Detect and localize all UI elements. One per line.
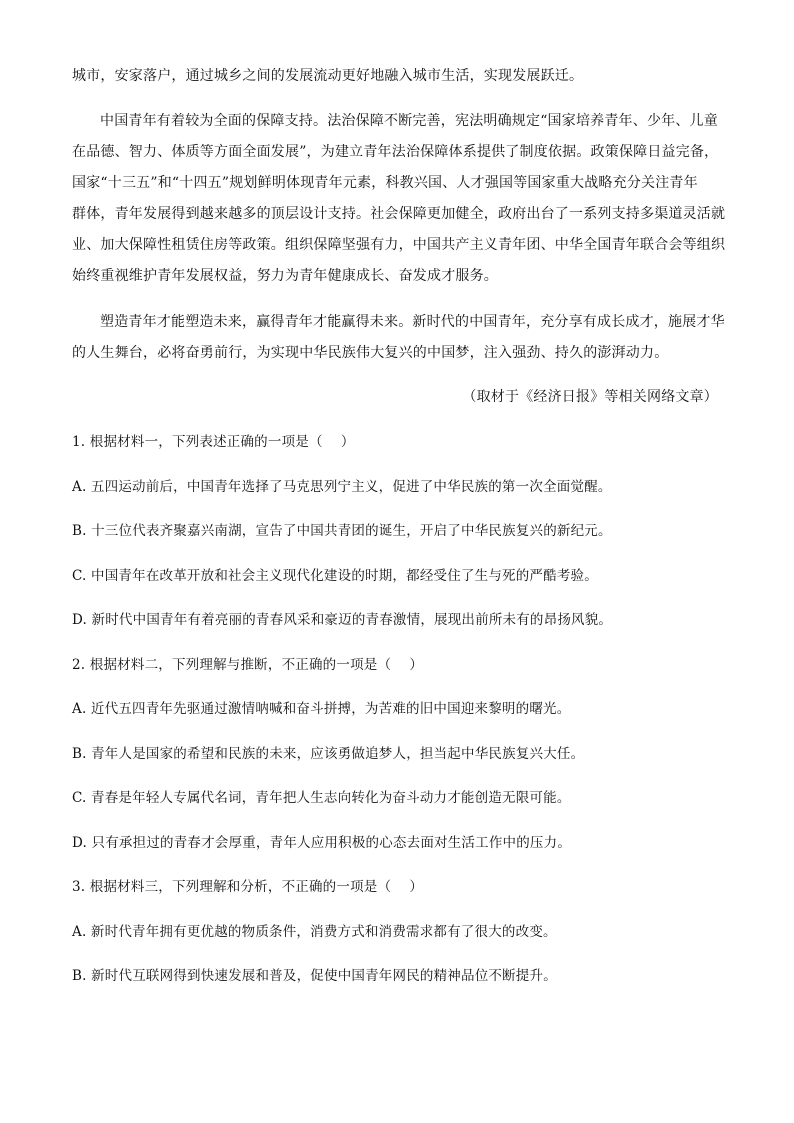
question-option: D. 只有承担过的青春才会厚重，青年人应用积极的心态去面对生活工作中的压力。 [72,835,572,851]
question-stem: 3. 根据材料三，下列理解和分析，不正确的一项是（ ） [72,879,424,895]
passage-line: 塑造青年才能塑造未来，赢得青年才能赢得未来。新时代的中国青年，充分享有成长成才，施展才华 [100,314,725,330]
passage-line: 中国青年有着较为全面的保障支持。法治保障不断完善，宪法明确规定“国家培养青年、少年、儿童 [100,113,718,129]
question-option: B. 青年人是国家的希望和民族的未来，应该勇做追梦人，担当起中华民族复兴大任。 [72,746,585,762]
passage-line: 业、加大保障性租赁住房等政策。组织保障坚强有力，中国共产主义青年团、中华全国青年联合会等组织 [72,237,726,253]
passage-line: 的人生舞台，必将奋勇前行，为实现中华民族伟大复兴的中国梦，注入强劲、持久的澎湃动力。 [72,345,669,361]
question-option: C. 青春是年轻人专属代名词，青年把人生志向转化为奋斗动力才能创造无限可能。 [72,790,571,806]
source-citation: （取材于《经济日报》等相关网络文章） [462,389,718,405]
passage-line: 在品德、智力、体质等方面全面发展”，为建立青年法治保障体系提供了制度依据。政策保障日益完备， [72,144,719,160]
question-option: A. 五四运动前后，中国青年选择了马克思列宁主义，促进了中华民族的第一次全面觉醒。 [72,479,612,495]
question-option: C. 中国青年在改革开放和社会主义现代化建设的时期，都经受住了生与死的严酷考验。 [72,568,598,584]
question-option: A. 新时代青年拥有更优越的物质条件，消费方式和消费需求都有了很大的改变。 [72,924,557,940]
passage-line: 始终重视维护青年发展权益，努力为青年健康成长、奋发成才服务。 [72,268,498,284]
question-option: B. 新时代互联网得到快速发展和普及，促使中国青年网民的精神品位不断提升。 [72,968,557,984]
question-stem: 2. 根据材料二，下列理解与推断，不正确的一项是（ ） [72,657,424,673]
passage-line: 群体，青年发展得到越来越多的顶层设计支持。社会保障更加健全，政府出台了一系列支持多渠道灵活就 [72,206,726,222]
question-option: D. 新时代中国青年有着亮丽的青春风采和豪迈的青春激情，展现出前所未有的昂扬风貌。 [72,612,613,628]
question-option: A. 近代五四青年先驱通过激情呐喊和奋斗拼搏，为苦难的旧中国迎来黎明的曙光。 [72,701,571,717]
question-stem: 1. 根据材料一，下列表述正确的一项是（ ） [72,434,355,450]
passage-line: 城市，安家落户，通过城乡之间的发展流动更好地融入城市生活，实现发展跃迁。 [72,68,584,84]
passage-line: 国家“十三五”和“十四五”规划鲜明体现青年元素，科教兴国、人才强国等国家重大战略充分关注青年 [72,175,698,191]
question-option: B. 十三位代表齐聚嘉兴南湖，宣告了中国共青团的诞生，开启了中华民族复兴的新纪元。 [72,523,612,539]
